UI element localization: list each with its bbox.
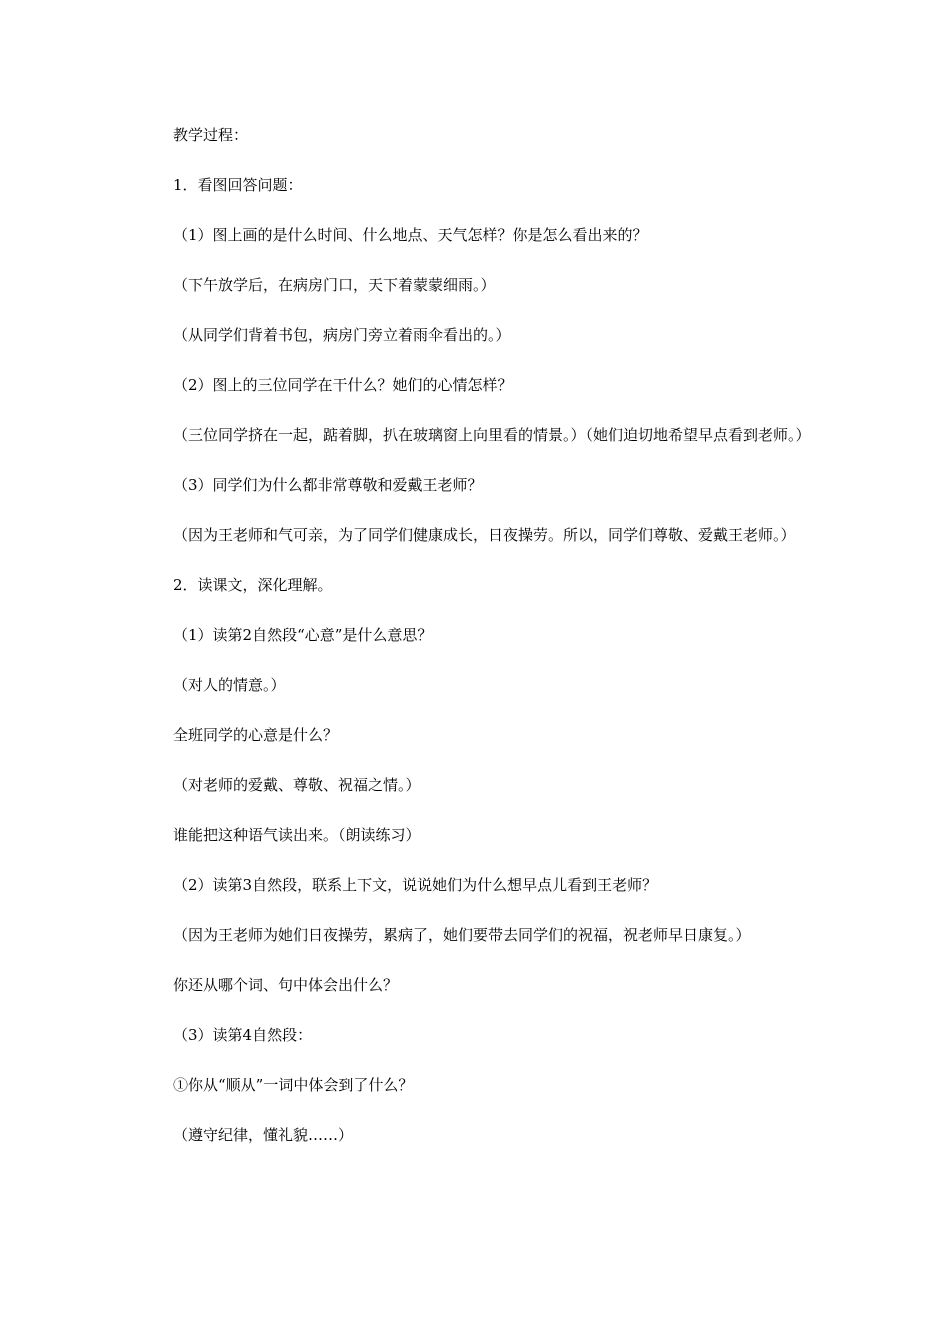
section-heading: 教学过程： <box>173 126 249 144</box>
answer: （对人的情意。） <box>173 676 286 694</box>
instruction: 谁能把这种语气读出来。（朗读练习） <box>173 826 421 844</box>
answer: （对老师的爱戴、尊敬、祝福之情。） <box>173 776 421 794</box>
question: （2）读第3自然段，联系上下文，说说她们为什么想早点儿看到王老师？ <box>173 876 658 894</box>
question: 全班同学的心意是什么？ <box>173 726 339 744</box>
question: （1）读第2自然段“心意”是什么意思？ <box>173 626 433 644</box>
question: （3）读第4自然段： <box>173 1026 313 1044</box>
answer: （从同学们背着书包，病房门旁立着雨伞看出的。） <box>173 326 511 344</box>
step-heading: 2．读课文，深化理解。 <box>173 576 333 594</box>
question: （1）图上画的是什么时间、什么地点、天气怎样？你是怎么看出来的？ <box>173 226 648 244</box>
document-body <box>144 123 811 1173</box>
answer: （因为王老师为她们日夜操劳，累病了，她们要带去同学们的祝福，祝老师早日康复。） <box>173 926 751 944</box>
answer: （因为王老师和气可亲，为了同学们健康成长，日夜操劳。所以，同学们尊敬、爱戴王老师。） <box>173 526 796 544</box>
answer: （三位同学挤在一起，踮着脚，扒在玻璃窗上向里看的情景。）（她们迫切地希望早点看到老师。） <box>173 426 811 444</box>
step-heading: 1．看图回答问题： <box>173 176 303 194</box>
question: （3）同学们为什么都非常尊敬和爱戴王老师？ <box>173 476 483 494</box>
question: ①你从“顺从”一词中体会到了什么？ <box>173 1076 414 1094</box>
answer: （遵守纪律，懂礼貌……） <box>173 1126 354 1144</box>
question: （2）图上的三位同学在干什么？她们的心情怎样？ <box>173 376 513 394</box>
question: 你还从哪个词、句中体会出什么？ <box>173 976 399 994</box>
answer: （下午放学后，在病房门口，天下着蒙蒙细雨。） <box>173 276 496 294</box>
